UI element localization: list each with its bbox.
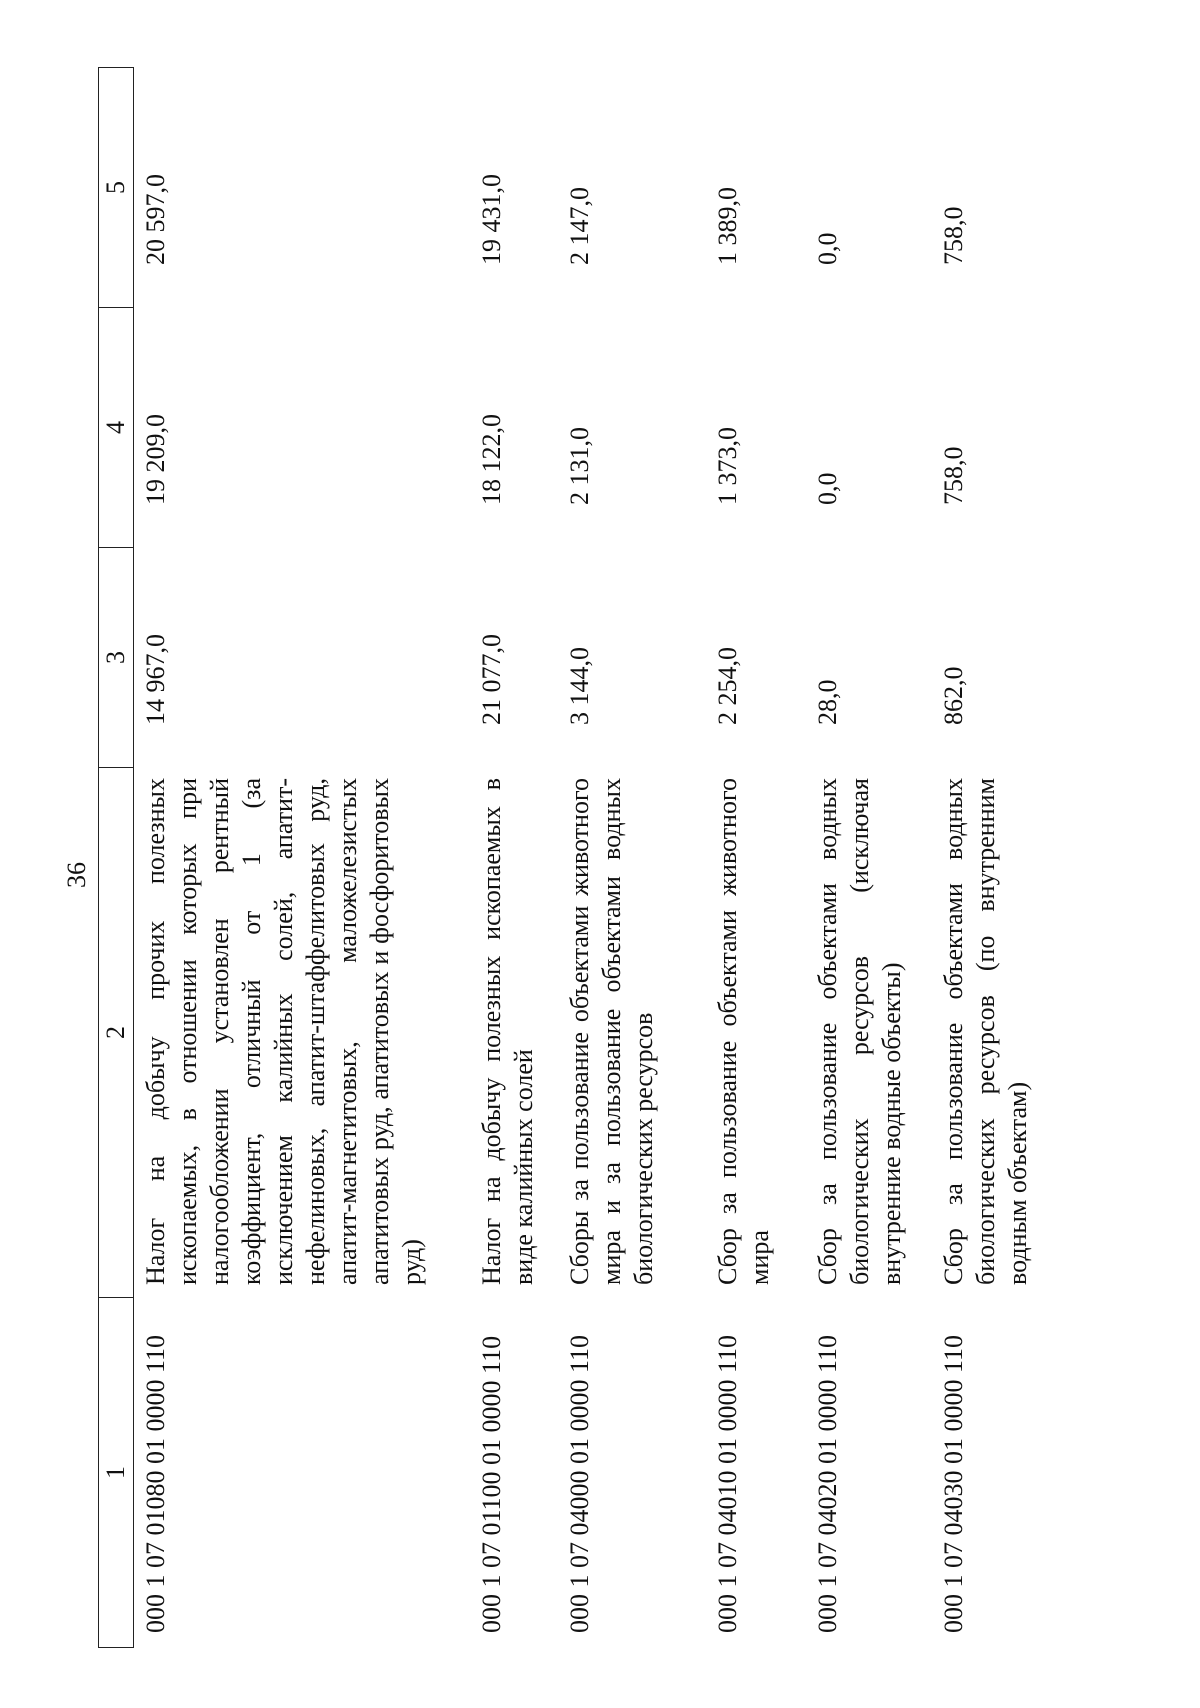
value-col5: 1 389,0 — [713, 187, 742, 265]
budget-code: 000 1 07 01100 01 0000 110 — [477, 1335, 506, 1633]
table-row — [806, 68, 932, 1648]
value-col4: 1 373,0 — [713, 427, 742, 505]
table-row — [558, 68, 706, 1648]
value-col4: 0,0 — [813, 472, 842, 505]
table-row — [134, 68, 471, 1648]
value-col3: 14 967,0 — [141, 634, 170, 725]
column-header-2: 2 — [99, 768, 134, 1298]
value-col5: 19 431,0 — [477, 174, 506, 265]
column-header-1: 1 — [99, 1298, 134, 1648]
table-row — [470, 68, 558, 1648]
value-col5: 0,0 — [813, 232, 842, 265]
table-row — [706, 68, 806, 1648]
budget-code: 000 1 07 04030 01 0000 110 — [939, 1334, 968, 1633]
row-description: Сбор за пользование объектами водных биологических ресурсов (исключая внутренние водные объекты) — [813, 778, 906, 1285]
budget-table — [98, 67, 1050, 1648]
value-col3: 862,0 — [939, 666, 968, 725]
row-description: Сборы за пользование объектами животного мира и за пользование объектами водных биологических ресурсов — [565, 778, 658, 1285]
value-col5: 20 597,0 — [141, 174, 170, 265]
value-col3: 28,0 — [813, 679, 842, 725]
value-col4: 758,0 — [939, 446, 968, 505]
value-col4: 18 122,0 — [477, 414, 506, 505]
row-description: Сбор за пользование объектами животного мира — [713, 778, 774, 1285]
budget-code: 000 1 07 04020 01 0000 110 — [813, 1334, 842, 1633]
row-description: Сбор за пользование объектами водных биологических ресурсов (по внутренним водным объектам) — [939, 778, 1032, 1285]
page-number: 36 — [62, 862, 91, 888]
row-description: Налог на добычу полезных ископаемых в виде калийных солей — [477, 778, 538, 1285]
value-col3: 21 077,0 — [477, 634, 506, 725]
value-col4: 2 131,0 — [565, 427, 594, 505]
value-col5: 2 147,0 — [565, 187, 594, 265]
table-row — [932, 68, 1050, 1648]
budget-code: 000 1 07 04000 01 0000 110 — [565, 1334, 594, 1633]
value-col5: 758,0 — [939, 206, 968, 265]
column-header-5: 5 — [99, 68, 134, 308]
value-col4: 19 209,0 — [141, 414, 170, 505]
value-col3: 3 144,0 — [565, 647, 594, 725]
budget-code: 000 1 07 04010 01 0000 110 — [713, 1334, 742, 1633]
column-header-3: 3 — [99, 548, 134, 768]
budget-code: 000 1 07 01080 01 0000 110 — [141, 1334, 170, 1633]
column-header-4: 4 — [99, 308, 134, 548]
value-col3: 2 254,0 — [713, 647, 742, 725]
row-description: Налог на добычу прочих полезных ископаемых, в отношении которых при налогообложении установлен рентный коэффициент, отличный от 1 (за исключением калийных солей, апатит-нефелиновых, апатит-штаффелитовых руд, апатит-магнетитовых, маложелезистых апатитовых руд, апатитовых и фосфоритовых руд) — [141, 778, 426, 1285]
table-header-row — [99, 68, 134, 1648]
